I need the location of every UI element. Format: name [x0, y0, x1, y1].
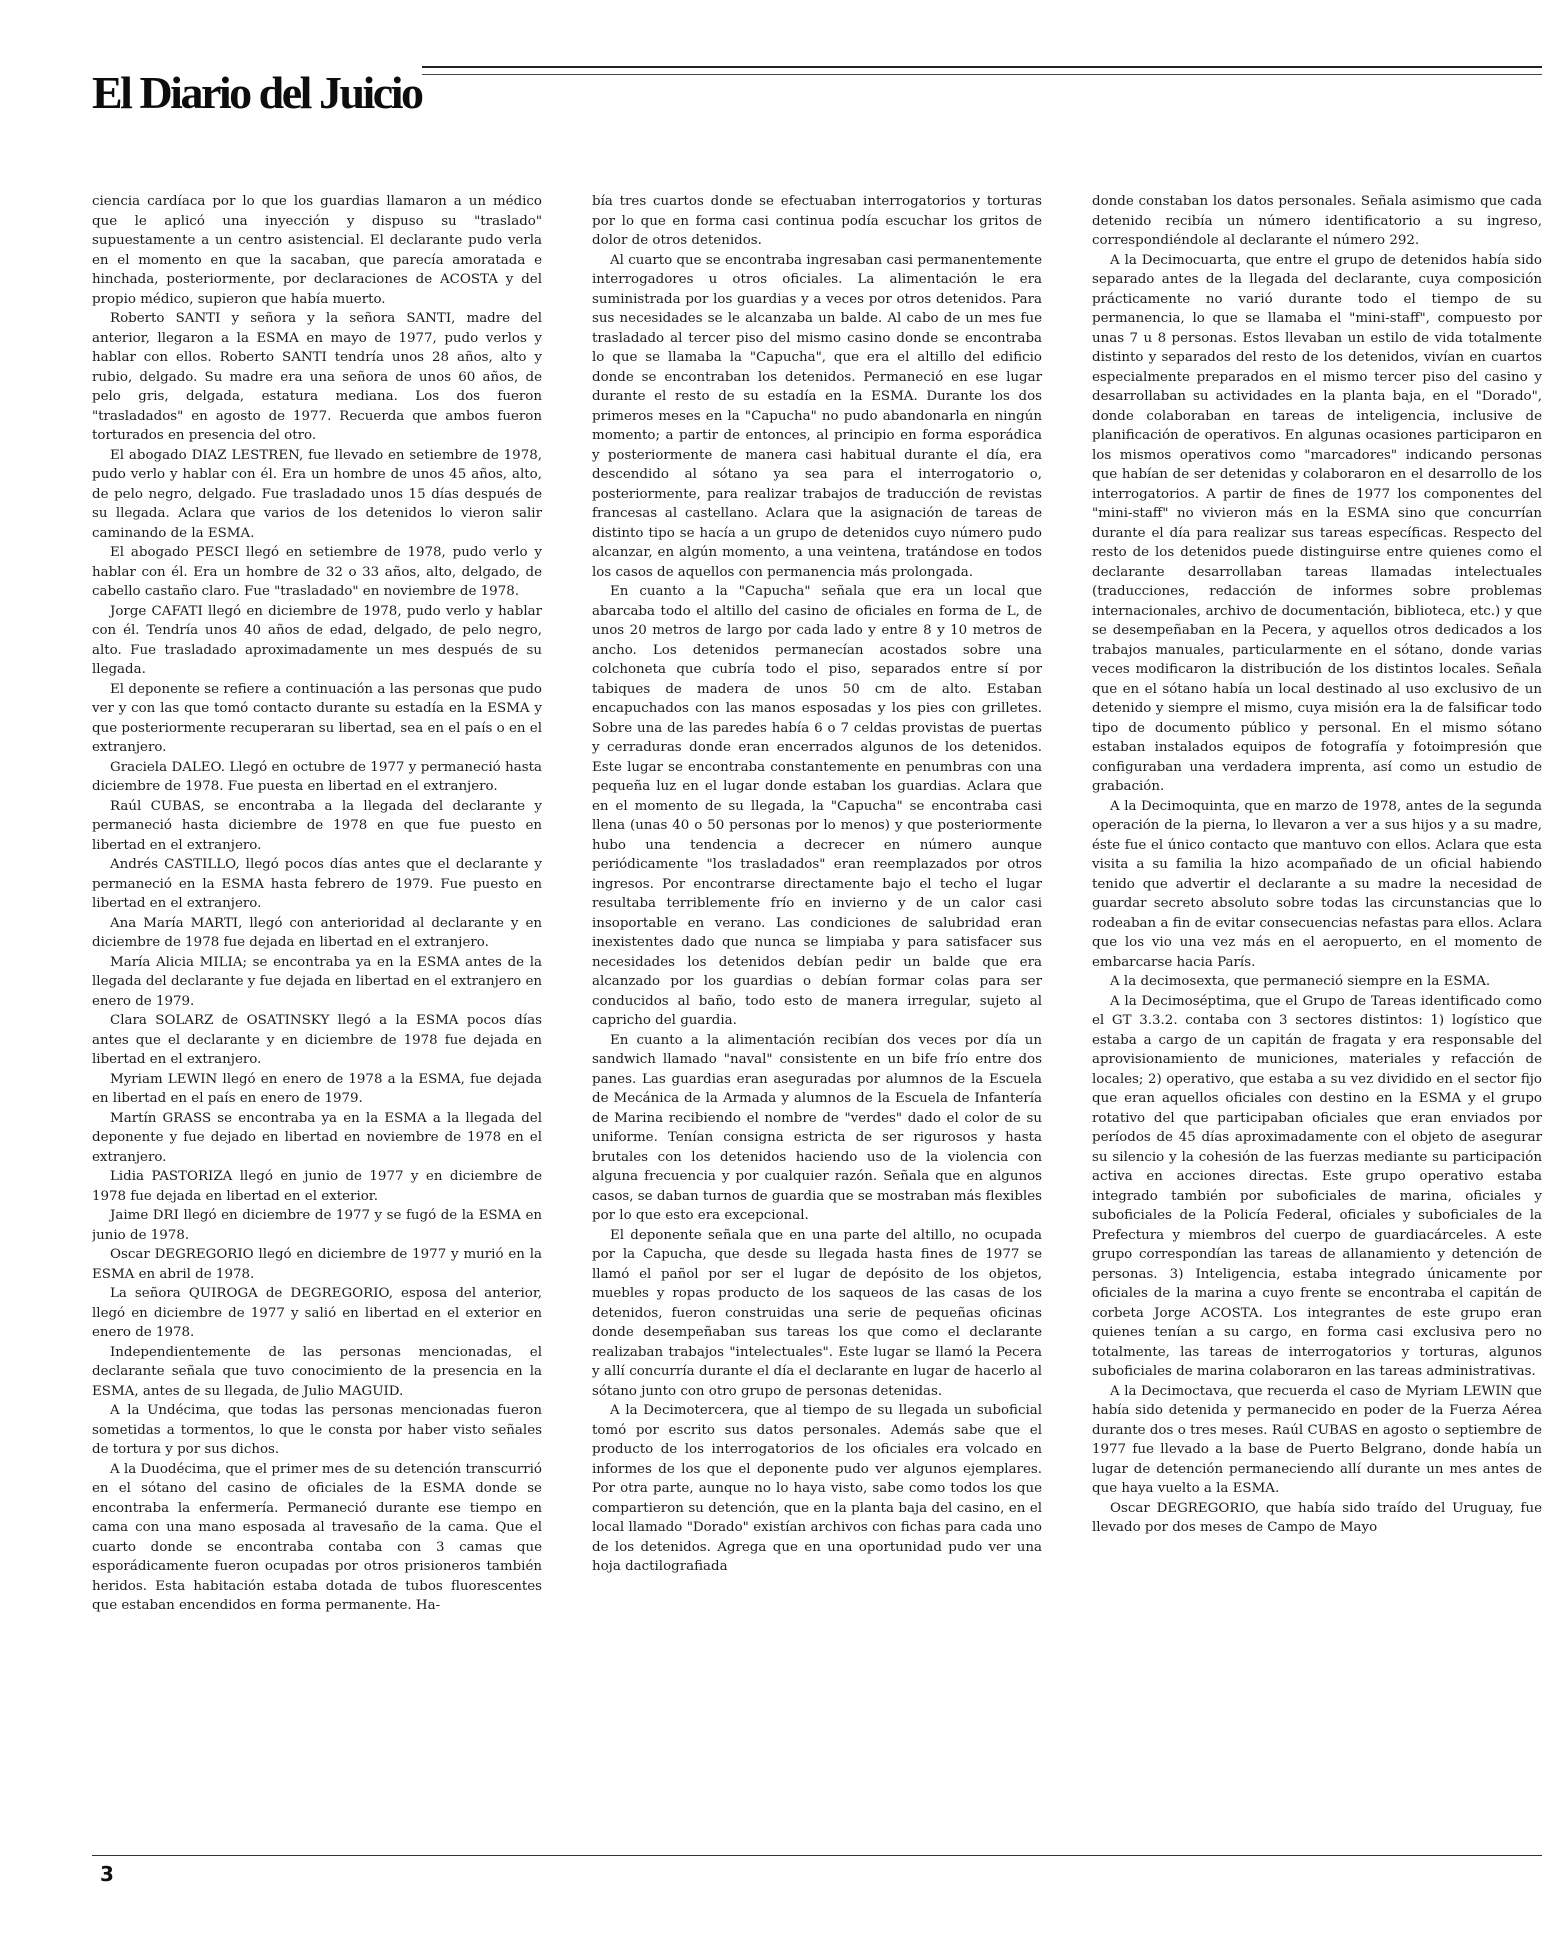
article-columns — [92, 192, 1542, 1832]
paragraph: donde constaban los datos personales. Señala asimismo que cada detenido recibía un número identificatorio a su ingreso, correspondiéndole al declarante el número 292. — [1092, 194, 1542, 248]
paragraph: En cuanto a la alimentación recibían dos veces por día un sandwich llamado "naval" consistente en un bife frío entre dos panes. Las guardias eran aseguradas por alumnos de la Escuela de Mecánica de la Armada y alumnos de la Escuela de Infantería de Marina recibiendo el nombre de "verdes" dado el color de su uniforme. Tenían consigna estricta de ser rigurosos y hasta brutales con los detenidos haciendo uso de la violencia con alguna frecuencia y por cualquier razón. Señala que en algunos casos, se daban turnos de guardia que se mostraban más flexibles por lo que esto era excepcional. — [592, 1032, 1042, 1223]
column-3 — [1092, 192, 1542, 1832]
paragraph: Roberto SANTI y señora y la señora SANTI, madre del anterior, llegaron a la ESMA en mayo de 1977, pudo verlos y hablar con ellos. Roberto SANTI tendría unos 28 años, alto y rubio, delgado. Su madre era una señora de unos 60 años, de pelo gris, delgada, estatura mediana. Los dos fueron "trasladados" en agosto de 1977. Recuerda que ambos fueron torturados en presencia del otro. — [92, 311, 542, 443]
paragraph: Lidia PASTORIZA llegó en junio de 1977 y en diciembre de 1978 fue dejada en libertad en el exterior. — [92, 1169, 542, 1204]
paragraph: A la Decimoséptima, que el Grupo de Tareas identificado como el GT 3.3.2. contaba con 3 sectores distintos: 1) logístico que estaba a cargo de un capitán de fragata y era responsable del aprovisionamiento de municiones, materiales y refacción de locales; 2) operativo, que estaba a su vez dividido en el sector fijo que eran aquellos oficiales con destino en la ESMA y el grupo rotativo del que participaban oficiales que eran enviados por períodos de 45 días aproximadamente con el objeto de asegurar su silencio y la cohesión de las fuerzas mediante su participación activa en acciones directas. Este grupo operativo estaba integrado también por suboficiales de marina, oficiales y suboficiales de la Policía Federal, oficiales y suboficiales de la Prefectura y miembros del cuerpo de guardiacárceles. A este grupo correspondían las tareas de allanamiento y detención de personas. 3) Inteligencia, estaba integrado únicamente por oficiales de la marina a cuyo frente se encontraba el capitán de corbeta Jorge ACOSTA. Los integrantes de este grupo eran quienes tenían a su cargo, en forma casi exclusiva pero no totalmente, las tareas de interrogatorios y torturas, algunos suboficiales de marina colaboraron en las tareas administrativas. — [1092, 993, 1542, 1379]
footer-rule — [92, 1855, 1542, 1856]
paragraph: A la Undécima, que todas las personas mencionadas fueron sometidas a tormentos, lo que le consta por haber visto señales de tortura y por sus dichos. — [92, 1403, 542, 1457]
paragraph: La señora QUIROGA de DEGREGORIO, esposa del anterior, llegó en diciembre de 1977 y salió en libertad en el exterior en enero de 1978. — [92, 1286, 542, 1340]
paragraph: A la Decimoquinta, que en marzo de 1978, antes de la segunda operación de la pierna, lo llevaron a ver a sus hijos y a su madre, éste fue el único contacto que mantuvo con ellos. Aclara que esta visita a su familia la hizo acompañado de un oficial habiendo tenido que advertir el declarante a su madre la necesidad de guardar secreto absoluto sobre todas las circunstancias que lo rodeaban a fin de evitar consecuencias nefastas para ellos. Aclara que los vio una vez más en el aeropuerto, en el momento de embarcarse hacia París. — [1092, 798, 1542, 970]
paragraph: ciencia cardíaca por lo que los guardias llamaron a un médico que le aplicó una inyección y dispuso su "traslado" supuestamente a un centro asistencial. El declarante pudo verla en el momento en que la sacaban, que parecía amoratada e hinchada, posteriormente, por declaraciones de ACOSTA y del propio médico, supieron que había muerto. — [92, 194, 542, 307]
paragraph: El abogado PESCI llegó en setiembre de 1978, pudo verlo y hablar con él. Era un hombre de 32 o 33 años, alto, delgado, de cabello castaño claro. Fue "trasladado" en noviembre de 1978. — [92, 545, 542, 599]
paragraph: María Alicia MILIA; se encontraba ya en la ESMA antes de la llegada del declarante y fue dejada en libertad en el extranjero en enero de 1979. — [92, 954, 542, 1009]
masthead-rule-bottom — [422, 74, 1542, 75]
paragraph: A la Decimocuarta, que entre el grupo de detenidos había sido separado antes de la llegada del declarante, cuya composición prácticamente no varió durante todo el tiempo de su permanencia, lo que se llamaba el "mini-staff", compuesto por unas 7 u 8 personas. Estos llevaban un estilo de vida totalmente distinto y separados del resto de los detenidos, vivían en cuartos especialmente preparados en el mismo tercer piso del casino y desarrollaban su actividades en la planta baja, en el "Dorado", donde colaboraban en tareas de inteligencia, inclusive de planificación de operativos. En algunas ocasiones participaron en los mismos operativos como "marcadores" indicando personas que habían de ser detenidas y colaboraron en el desarrollo de los interrogatorios. A partir de fines de 1977 los componentes del "mini-staff" no vivieron más en la ESMA sino que concurrían durante el día para realizar sus tareas específicas. Respecto del resto de los detenidos puede distinguirse entre quienes como el declarante desarrollaban tareas llamadas intelectuales (traducciones, redacción de informes sobre problemas internacionales, archivo de documentación, biblioteca, etc.) y que se desempeñaban en la Pecera, y aquellos otros dedicados a los trabajos manuales, particularmente en el sótano, donde varias veces modificaron la distribución de los distintos locales. Señala que en el sótano había un local destinado al uso exclusivo de un detenido y siempre el mismo, cuya misión era la de falsificar todo tipo de documento público y personal. En el mismo sótano estaban instalados equipos de fotografía y fotoimpresión que configuraban una verdadera imprenta, así como un estudio de grabación. — [1092, 252, 1542, 794]
column-1 — [92, 192, 542, 1832]
paragraph: A la Duodécima, que el primer mes de su detención transcurrió en el sótano del casino de oficiales de la ESMA donde se encontraba la enfermería. Permaneció durante ese tiempo en cama con una mano esposada al travesaño de la cama. Que el cuarto donde se encontraba contaba con 3 camas que esporádicamente fueron ocupadas por otros prisioneros también heridos. Esta habitación estaba dotada de tubos fluorescentes que estaban encendidos en forma permanente. Ha- — [92, 1461, 542, 1613]
paragraph: Oscar DEGREGORIO, que había sido traído del Uruguay, fue llevado por dos meses de Campo de Mayo — [1092, 1500, 1542, 1535]
paragraph: Ana María MARTI, llegó con anterioridad al declarante y en diciembre de 1978 fue dejada en libertad en el extranjero. — [92, 915, 542, 950]
paragraph: El abogado DIAZ LESTREN, fue llevado en setiembre de 1978, pudo verlo y hablar con él. Era un hombre de unos 45 años, alto, de pelo negro, delgado. Fue trasladado unos 15 días después de su llegada. Aclara que varios de los detenidos lo vieron salir caminando de la ESMA. — [92, 447, 542, 541]
paragraph: Al cuarto que se encontraba ingresaban casi permanentemente interrogadores u otros oficiales. La alimentación le era suministrada por los guardias y a veces por otros detenidos. Para sus necesidades se le alcanzaba un balde. Al cabo de un mes fue trasladado al tercer piso del mismo casino donde se encontraba lo que se llamaba la "Capucha", que era el altillo del edificio donde se encontraban los detenidos. Permaneció en ese lugar durante el resto de su estadía en la ESMA. Durante los dos primeros meses en la "Capucha" no pudo abandonarla en ningún momento; a partir de entonces, al principio en forma esporádica y posteriormente de manera casi habitual durante el día, era descendido al sótano ya sea para el interrogatorio o, posteriormente, para realizar trabajos de traducción de revistas francesas al castellano. Aclara que la asignación de tareas de distinto tipo se hacía a un grupo de detenidos cuyo número pudo alcanzar, en algún momento, a una veintena, tratándose en todos los casos de aquellos con permanencia más prolongada. — [592, 252, 1042, 580]
paragraph: Raúl CUBAS, se encontraba a la llegada del declarante y permaneció hasta diciembre de 1978 en que fue puesto en libertad en el extranjero. — [92, 798, 542, 853]
masthead — [92, 58, 1542, 128]
paragraph: bía tres cuartos donde se efectuaban interrogatorios y torturas por lo que en forma casi continua podía escuchar los gritos de dolor de otros detenidos. — [592, 194, 1042, 248]
page-number: 3 — [100, 1862, 114, 1886]
paragraph: A la Decimoctava, que recuerda el caso de Myriam LEWIN que había sido detenida y permanecido en poder de la Fuerza Aérea durante dos o tres meses. Raúl CUBAS en agosto o septiembre de 1977 fue llevado a la base de Puerto Belgrano, donde había un lugar de detención permaneciendo allí durante un mes antes de que haya vuelto a la ESMA. — [1092, 1383, 1542, 1496]
paragraph: Independientemente de las personas mencionadas, el declarante señala que tuvo conocimiento de la presencia en la ESMA, antes de su llegada, de Julio MAGUID. — [92, 1344, 542, 1399]
masthead-rule-top — [422, 66, 1542, 68]
paragraph: A la Decimotercera, que al tiempo de su llegada un suboficial tomó por escrito sus datos personales. Además sabe que el producto de los interrogatorios de los oficiales era volcado en informes de los que el deponente pudo ver algunos ejemplares. Por otra parte, aunque no lo haya visto, sabe como todos los que compartieron su detención, que en la planta baja del casino, en el local llamado "Dorado" existían archivos con fichas para cada uno de los detenidos. Agrega que en una oportunidad pudo ver una hoja dactilografiada — [592, 1403, 1042, 1574]
paragraph: A la decimosexta, que permaneció siempre en la ESMA. — [1110, 974, 1491, 989]
paragraph: Jaime DRI llegó en diciembre de 1977 y se fugó de la ESMA en junio de 1978. — [92, 1208, 542, 1243]
paragraph: Martín GRASS se encontraba ya en la ESMA a la llegada del deponente y fue dejado en libertad en noviembre de 1978 en el extranjero. — [92, 1110, 542, 1165]
paragraph: Jorge CAFATI llegó en diciembre de 1978, pudo verlo y hablar con él. Tendría unos 40 años de edad, delgado, de pelo negro, alto. Fue trasladado aproximadamente un mes después de su llegada. — [92, 603, 542, 677]
paragraph: El deponente señala que en una parte del altillo, no ocupada por la Capucha, que desde su llegada hasta fines de 1977 se llamó el pañol por ser el lugar de depósito de los objetos, muebles y ropas producto de los saqueos de las casas de los detenidos, fueron construidas una serie de pequeñas oficinas donde desempeñaban sus tareas los que como el declarante realizaban trabajos "intelectuales". Este lugar se llamó la Pecera y allí concurría durante el día el declarante en lugar de hacerlo al sótano junto con otro grupo de personas detenidas. — [592, 1227, 1042, 1399]
publication-title: El Diario del Juicio — [92, 67, 422, 118]
paragraph: Oscar DEGREGORIO llegó en diciembre de 1977 y murió en la ESMA en abril de 1978. — [92, 1247, 542, 1282]
paragraph: En cuanto a la "Capucha" señala que era un local que abarcaba todo el altillo del casino de oficiales en forma de L, de unos 20 metros de largo por cada lado y entre 8 y 10 metros de ancho. Los detenidos permanecían acostados sobre una colchoneta que cubría todo el piso, separados entre sí por tabiques de madera de unos 50 cm de alto. Estaban encapuchados con las manos esposadas y los pies con grilletes. Sobre una de las paredes había 6 o 7 celdas provistas de puertas y cerraduras donde eran encerrados algunos de los detenidos. Este lugar se encontraba constantemente en penumbras con una pequeña luz en el lugar donde estaban los guardias. Aclara que en el momento de su llegada, la "Capucha" se encontraba casi llena (unas 40 o 50 personas por lo menos) y que posteriormente hubo una tendencia a decrecer en número aunque periódicamente "los trasladados" eran reemplazados por otros ingresos. Por encontrarse directamente bajo el techo el lugar resultaba terriblemente frío en invierno y de un calor casi insoportable en verano. Las condiciones de salubridad eran inexistentes dado que nunca se limpiaba y para satisfacer sus necesidades los detenidos debían pedir un balde que era alcanzado por los guardias o debían formar colas para ser conducidos al baño, todo esto de manera irregular, sujeto al capricho del guardia. — [592, 584, 1042, 1028]
paragraph: Myriam LEWIN llegó en enero de 1978 a la ESMA, fue dejada en libertad en el país en enero de 1979. — [92, 1071, 542, 1106]
paragraph: El deponente se refiere a continuación a las personas que pudo ver y con las que tomó contacto durante su estadía en la ESMA y que posteriormente recuperaran su libertad, sea en el país o en el extranjero. — [92, 681, 542, 755]
paragraph: Graciela DALEO. Llegó en octubre de 1977 y permaneció hasta diciembre de 1978. Fue puesta en libertad en el extranjero. — [92, 759, 542, 794]
column-2 — [592, 192, 1042, 1832]
paragraph: Clara SOLARZ de OSATINSKY llegó a la ESMA pocos días antes que el declarante y en diciembre de 1978 fue dejada en libertad en el extranjero. — [92, 1013, 542, 1067]
paragraph: Andrés CASTILLO, llegó pocos días antes que el declarante y permaneció en la ESMA hasta febrero de 1979. Fue puesto en libertad en el extranjero. — [92, 857, 542, 911]
